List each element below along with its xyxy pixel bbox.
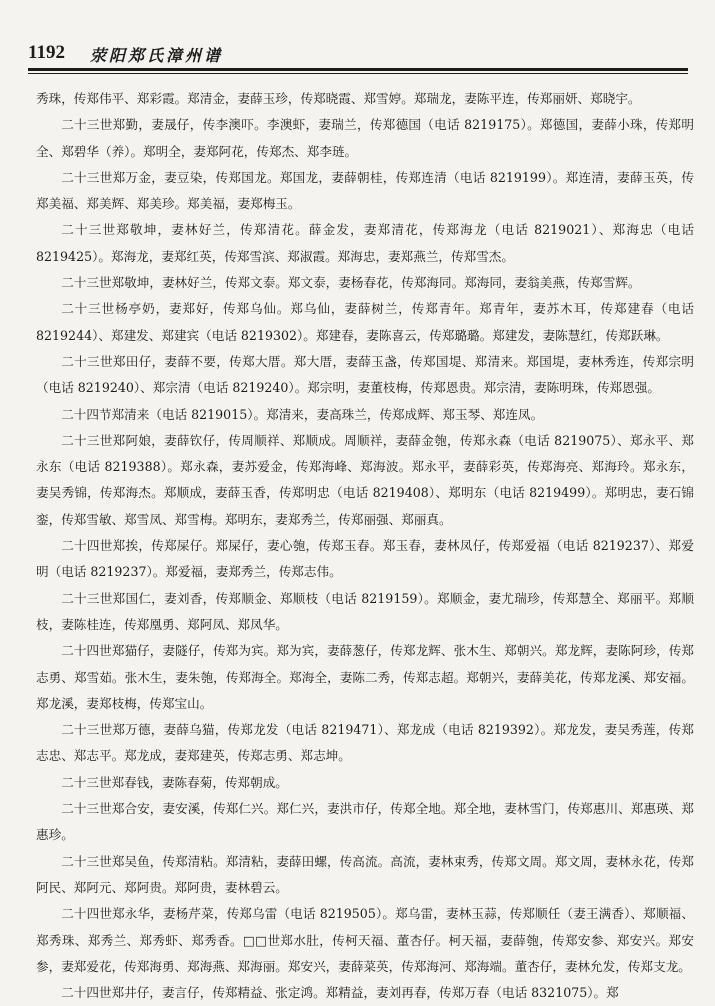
paragraph: 二十三世郑敬坤，妻林好兰，传郑清花。薛金发，妻郑清花，传郑海龙（电话 8219021）、郑海忠（电话 8219425）。郑海龙，妻郑红英，传郑雪滨、郑淑霞。郑海忠，妻郑燕兰，传郑雪杰。 bbox=[36, 222, 694, 264]
paragraph: 二十四世郑挨，传郑屎仔。郑屎仔，妻心匏，传郑玉春。郑玉春，妻林凤仔，传郑爱福（电话 8219237）、郑爱明（电话 8219237）。郑爱福，妻郑秀兰，传郑志伟。 bbox=[36, 538, 694, 580]
paragraph: 二十三世郑吴鱼，传郑清粘。郑清粘，妻薛田螺，传高流。高流，妻林束秀，传郑文周。郑文周，妻林永花，传郑阿民、郑阿元、郑阿贵。郑阿贵，妻林碧云。 bbox=[36, 853, 694, 895]
paragraph: 二十三世郑万金，妻豆染，传郑国龙。郑国龙，妻薛朝桂，传郑连清（电话 8219199）。郑连清，妻薛玉英，传郑美福、郑美辉、郑美珍。郑美福，妻郑梅玉。 bbox=[36, 169, 694, 212]
paragraph: 二十四世郑井仔，妻言仔，传郑精益、张定鸿。郑精益，妻刘再春，传郑万春（电话 8321075）。郑 bbox=[61, 985, 619, 1001]
header-rule-thin bbox=[28, 73, 688, 74]
body-text bbox=[36, 86, 694, 1006]
paragraph: 二十四节郑清来（电话 8219015）。郑清来，妻高珠兰，传郑成辉、郑玉琴、郑连凤。 bbox=[61, 406, 544, 422]
page-header bbox=[28, 38, 688, 78]
paragraph: 二十四世郑永华，妻杨芹菜，传郑乌雷（电话 8219505）。郑乌雷，妻林玉蒜，传郑顺任（妻王满香）、郑顺福、郑秀珠、郑秀兰、郑秀虾、郑秀香。□□世郑水肚，传柯天福、董杏仔。柯天福，妻薛匏，传郑安参、郑安兴。郑安参，妻郑爱花，传郑海勇、郑海燕、郑海丽。郑安兴，妻薛菜英，传郑海河、郑海端。董杏仔，妻林允发，传郑支龙。 bbox=[36, 906, 694, 974]
paragraph: 二十三世郑合安，妻安溪，传郑仁兴。郑仁兴，妻洪市仔，传郑全地。郑全地，妻林雪门，传郑惠川、郑惠瑛、郑惠珍。 bbox=[36, 801, 694, 843]
paragraph: 二十三世郑勤，妻晟仔，传李澳吓。李澳虾，妻瑞兰，传郑德国（电话 8219175）。郑德国，妻薛小珠，传郑明全、郑碧华（养）。郑明全，妻郑阿花，传郑杰、郑李琏。 bbox=[36, 117, 694, 159]
paragraph: 二十三世郑田仔，妻薛不要，传郑大厝。郑大厝，妻薛玉盏，传郑国堤、郑清来。郑国堤，妻林秀连，传郑宗明（电话 8219240）、郑宗清（电话 8219240）。郑宗明，妻董枝梅，传郑恩贵。郑宗清，妻陈明珠，传郑恩强。 bbox=[36, 353, 694, 396]
paragraph: 二十三世郑阿娘，妻薛钦仔，传周顺祥、郑顺成。周顺祥，妻薛金匏，传郑永森（电话 8219075）、郑永平、郑永东（电话 8219388）。郑永森，妻苏爱金，传郑海峰、郑海波。郑永平，妻薛彩英，传郑海亮、郑海玲。郑永东，妻吴秀锦，传郑海杰。郑顺成，妻薛玉香，传郑明忠（电话 8219408）、郑明东（电话 8219499）。郑明忠，妻石锦銮，传郑雪敏、郑雪凤、郑雪梅。郑明东，妻郑秀兰，传郑丽强、郑丽真。 bbox=[36, 432, 694, 527]
paragraph: 二十三世郑敬坤，妻林好兰，传郑文泰。郑文泰，妻杨春花，传郑海同。郑海同，妻翁美燕，传郑雪辉。 bbox=[61, 275, 641, 291]
paragraph: 二十三世郑春钱，妻陈春菊，传郑朝成。 bbox=[61, 774, 288, 790]
page-number: 1192 bbox=[28, 42, 65, 63]
paragraph: 二十三世郑万德，妻薛乌猫，传郑龙发（电话 8219471）、郑龙成（电话 8219392）。郑龙发，妻吴秀莲，传郑志忠、郑志平。郑龙成，妻郑建英，传郑志勇、郑志坤。 bbox=[36, 722, 694, 764]
paragraph: 二十四世郑猫仔，妻隧仔，传郑为宾。郑为宾，妻薛葱仔，传郑龙辉、张木生、郑朝兴。郑龙辉，妻陈阿珍，传郑志勇、郑雪茹。张木生，妻朱匏，传郑海全。郑海全，妻陈二秀，传郑志超。郑朝兴，妻薛美花，传郑龙溪、郑安福。郑龙溪，妻郑枝梅，传郑宝山。 bbox=[36, 643, 694, 711]
paragraph: 二十三世郑国仁，妻刘香，传郑顺金、郑顺枝（电话 8219159）。郑顺金，妻尤瑞珍，传郑慧全、郑丽平。郑顺枝，妻陈桂连，传郑凰勇、郑阿凤、郑凤华。 bbox=[36, 590, 694, 632]
paragraph: 秀珠，传郑伟平、郑彩霞。郑清金，妻薛玉珍，传郑晓霞、郑雪婷。郑瑞龙，妻陈平连，传郑丽妍、郑晓宇。 bbox=[36, 91, 641, 106]
header-rule-thick bbox=[28, 68, 688, 71]
paragraph: 二十三世杨亭奶，妻郑好，传郑乌仙。郑乌仙，妻薛树兰，传郑青年。郑青年，妻苏木耳，传郑建春（电话 8219244）、郑建发、郑建宾（电话 8219302）。郑建春，妻陈喜云，传郑璐璐。郑建发，妻陈慧红，传郑跃琳。 bbox=[36, 301, 694, 343]
book-title: 荥阳郑氏漳州谱 bbox=[90, 46, 224, 65]
